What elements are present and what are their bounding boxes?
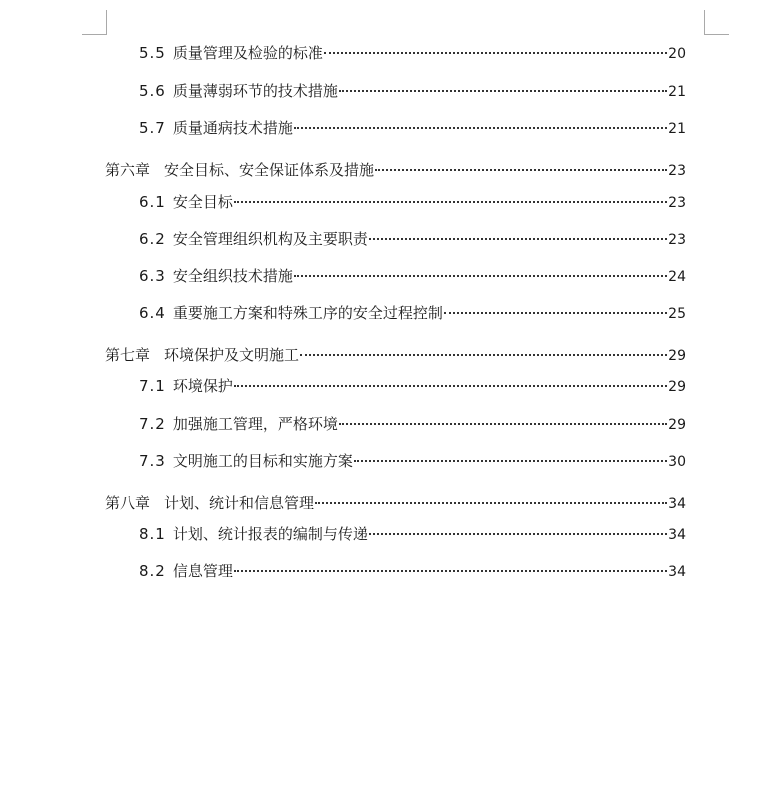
toc-entry-number: 8.1 xyxy=(139,525,166,543)
toc-entry-title: 重要施工方案和特殊工序的安全过程控制 xyxy=(172,304,443,322)
toc-chapter-entry[interactable] xyxy=(0,160,686,180)
toc-chapter-number: 第八章 xyxy=(105,494,151,512)
toc-entry[interactable] xyxy=(0,43,686,63)
toc-entry-page: 20 xyxy=(668,46,686,62)
toc-entry[interactable] xyxy=(0,303,686,323)
toc-entry-number: 5.6 xyxy=(139,82,166,100)
toc-entry-number: 5.7 xyxy=(139,119,166,137)
toc-entry-page: 34 xyxy=(668,564,686,580)
toc-entry[interactable] xyxy=(0,192,686,212)
toc-leader-dots xyxy=(375,169,667,171)
toc-chapter-number: 第七章 xyxy=(105,346,151,364)
toc-entry-number: 6.1 xyxy=(139,193,166,211)
toc-leader-dots xyxy=(444,312,667,314)
page-corner-mark-top-right xyxy=(704,10,729,35)
toc-leader-dots xyxy=(354,460,667,462)
toc-entry-title: 信息管理 xyxy=(172,562,233,580)
toc-entry-title: 安全目标 xyxy=(172,193,233,211)
toc-entry-title: 加强施工管理，严格环境 xyxy=(172,415,338,433)
toc-entry-number: 5.5 xyxy=(139,44,166,62)
toc-entry-page: 25 xyxy=(668,306,686,322)
toc-leader-dots xyxy=(339,423,667,425)
toc-chapter-title: 计划、统计和信息管理 xyxy=(164,494,315,512)
toc-entry-number: 8.2 xyxy=(139,562,166,580)
toc-chapter-number: 第六章 xyxy=(105,161,151,179)
toc-entry-number: 6.3 xyxy=(139,267,166,285)
toc-leader-dots xyxy=(294,275,667,277)
toc-leader-dots xyxy=(234,385,667,387)
toc-entry-page: 29 xyxy=(668,417,686,433)
toc-entry-page: 21 xyxy=(668,84,686,100)
toc-entry-page: 29 xyxy=(668,379,686,395)
toc-entry-number: 7.3 xyxy=(139,452,166,470)
toc-entry-page: 29 xyxy=(668,348,686,364)
toc-leader-dots xyxy=(234,570,667,572)
toc-chapter-title: 安全目标、安全保证体系及措施 xyxy=(164,161,375,179)
toc-leader-dots xyxy=(294,127,667,129)
toc-entry-page: 23 xyxy=(668,163,686,179)
toc-entry-number: 7.1 xyxy=(139,377,166,395)
toc-entry[interactable] xyxy=(0,81,686,101)
toc-entry-title: 质量通病技术措施 xyxy=(172,119,293,137)
toc-entry-page: 23 xyxy=(668,195,686,211)
toc-chapter-title: 环境保护及文明施工 xyxy=(164,346,300,364)
toc-leader-dots xyxy=(339,90,667,92)
toc-entry[interactable] xyxy=(0,266,686,286)
toc-entry-number: 7.2 xyxy=(139,415,166,433)
toc-leader-dots xyxy=(315,502,667,504)
toc-entry-page: 34 xyxy=(668,496,686,512)
toc-chapter-entry[interactable] xyxy=(0,493,686,513)
toc-leader-dots xyxy=(300,354,667,356)
toc-leader-dots xyxy=(369,238,667,240)
toc-entry-page: 30 xyxy=(668,454,686,470)
toc-entry[interactable] xyxy=(0,451,686,471)
toc-entry[interactable] xyxy=(0,414,686,434)
page-corner-mark-top-left xyxy=(82,10,107,35)
toc-entry-number: 6.2 xyxy=(139,230,166,248)
toc-entry-title: 质量管理及检验的标准 xyxy=(172,44,323,62)
toc-chapter-entry[interactable] xyxy=(0,345,686,365)
toc-leader-dots xyxy=(369,533,667,535)
toc-leader-dots xyxy=(324,52,667,54)
toc-entry[interactable] xyxy=(0,376,686,396)
toc-entry-title: 安全管理组织机构及主要职责 xyxy=(172,230,368,248)
toc-entry[interactable] xyxy=(0,524,686,544)
toc-entry-title: 安全组织技术措施 xyxy=(172,267,293,285)
toc-entry-title: 文明施工的目标和实施方案 xyxy=(172,452,353,470)
toc-entry-title: 计划、统计报表的编制与传递 xyxy=(172,525,368,543)
toc-entry[interactable] xyxy=(0,561,686,581)
toc-leader-dots xyxy=(234,201,667,203)
toc-entry-number: 6.4 xyxy=(139,304,166,322)
toc-entry-page: 34 xyxy=(668,527,686,543)
toc-entry-title: 环境保护 xyxy=(172,377,233,395)
toc-entry-page: 23 xyxy=(668,232,686,248)
toc-entry[interactable] xyxy=(0,118,686,138)
toc-entry-page: 21 xyxy=(668,121,686,137)
toc-entry[interactable] xyxy=(0,229,686,249)
toc-entry-page: 24 xyxy=(668,269,686,285)
toc-entry-title: 质量薄弱环节的技术措施 xyxy=(172,82,338,100)
